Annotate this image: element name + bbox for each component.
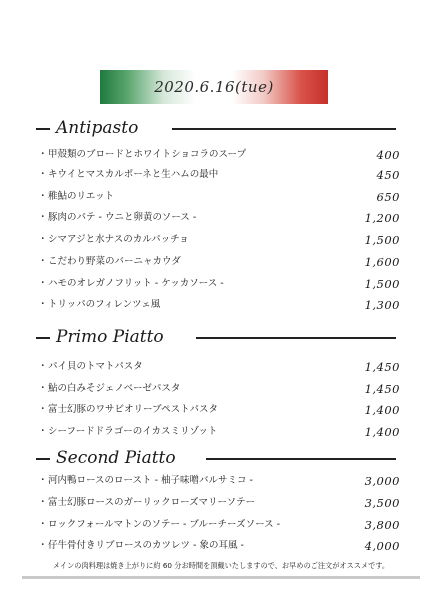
menu-item: ・ シーフードドラゴーのイカスミリゾット 1,400 (38, 425, 400, 439)
item-price: 1,450 (364, 360, 400, 374)
section-second-heading (36, 447, 396, 469)
heading-rule (172, 128, 396, 130)
item-price: 1,200 (364, 211, 400, 225)
section-antipasto-heading (36, 117, 396, 139)
item-price: 400 (376, 148, 400, 162)
menu-item: ・ トリッパのフィレンツェ風 1,300 (38, 298, 400, 312)
item-price: 1,500 (364, 277, 400, 291)
item-name: トリッパのフィレンツェ風 (48, 299, 161, 310)
menu-item: ・ 富士幻豚のワサビオリーブペストパスタ 1,400 (38, 403, 400, 417)
item-price: 1,600 (364, 255, 400, 269)
menu-item: ・ こだわり野菜のバーニャカウダ 1,600 (38, 255, 400, 269)
item-price: 3,800 (364, 518, 400, 532)
item-name: 甲殻類のブロードとホワイトショコラのスープ (48, 149, 247, 160)
item-name: 富士幻豚のワサビオリーブペストパスタ (48, 404, 218, 415)
menu-item: ・ 豚肉のパテ - ウニと卵黄のソース - 1,200 (38, 211, 400, 225)
item-price: 1,300 (364, 298, 400, 312)
heading-dash (36, 458, 50, 460)
item-price: 1,400 (364, 403, 400, 417)
item-price: 650 (376, 190, 400, 204)
heading-rule (206, 458, 396, 460)
menu-item: ・ 甲殻類のブロードとホワイトショコラのスープ 400 (38, 148, 400, 162)
item-name: 鮎の白みそジェノベーゼパスタ (48, 383, 181, 394)
item-price: 1,400 (364, 425, 400, 439)
item-name: こだわり野菜のバーニャカウダ (48, 256, 181, 267)
item-name: シマアジと水ナスのカルパッチョ (48, 234, 189, 245)
item-name: ロックフォールマトンのソテー - ブルーチーズソース - (48, 519, 281, 530)
menu-item: ・ 稚鮎のリエット 650 (38, 190, 400, 204)
menu-item: ・ ハモのオレガノフリット - ケッカソース - 1,500 (38, 277, 400, 291)
item-price: 4,000 (364, 539, 400, 553)
menu-item: ・ 鮎の白みそジェノベーゼパスタ 1,450 (38, 382, 400, 396)
item-price: 3,000 (364, 474, 400, 488)
heading-rule (196, 337, 396, 339)
menu-item: ・ ロックフォールマトンのソテー - ブルーチーズソース - 3,800 (38, 518, 400, 532)
item-name: 河内鴨ロースのロースト - 柚子味噌バルサミコ - (48, 475, 253, 486)
item-name: 富士幻豚ロースのガーリックローズマリーソテー (48, 497, 256, 508)
item-name: ハモのオレガノフリット - ケッカソース - (48, 278, 224, 289)
menu-item: ・ 仔牛骨付きリブロースのカツレツ - 象の耳風 - 4,000 (38, 539, 400, 553)
menu-item: ・ シマアジと水ナスのカルパッチョ 1,500 (38, 233, 400, 247)
item-price: 1,500 (364, 233, 400, 247)
item-name: シーフードドラゴーのイカスミリゾット (48, 426, 218, 437)
item-name: 稚鮎のリエット (48, 191, 115, 202)
item-price: 1,450 (364, 382, 400, 396)
menu-item: ・ パイ貝のトマトパスタ 1,450 (38, 360, 400, 374)
menu-item: ・ 富士幻豚ロースのガーリックローズマリーソテー 3,500 (38, 496, 400, 510)
section-title: Antipasto (56, 118, 139, 138)
section-title: Second Piatto (56, 448, 176, 468)
heading-dash (36, 128, 50, 130)
item-price: 450 (376, 168, 400, 182)
item-name: パイ貝のトマトパスタ (48, 361, 143, 372)
item-name: 仔牛骨付きリブロースのカツレツ - 象の耳風 - (48, 540, 244, 551)
menu-item: ・ 河内鴨ロースのロースト - 柚子味噌バルサミコ - 3,000 (38, 474, 400, 488)
item-name: 豚肉のパテ - ウニと卵黄のソース - (48, 212, 197, 223)
item-price: 3,500 (364, 496, 400, 510)
date-banner (100, 70, 328, 104)
footer-note: メインの肉料理は焼き上がりに約 60 分お時間を頂戴いたしますので、お早めのご注文がオススメです。 (52, 561, 390, 570)
section-title: Primo Piatto (56, 327, 164, 347)
section-primo-heading (36, 326, 396, 348)
menu-item: ・ キウイとマスカルポーネと生ハムの最中 450 (38, 168, 400, 182)
footer-rule (22, 576, 420, 579)
menu-date: 2020.6.16(tue) (154, 78, 274, 96)
item-name: キウイとマスカルポーネと生ハムの最中 (48, 169, 219, 180)
heading-dash (36, 337, 50, 339)
